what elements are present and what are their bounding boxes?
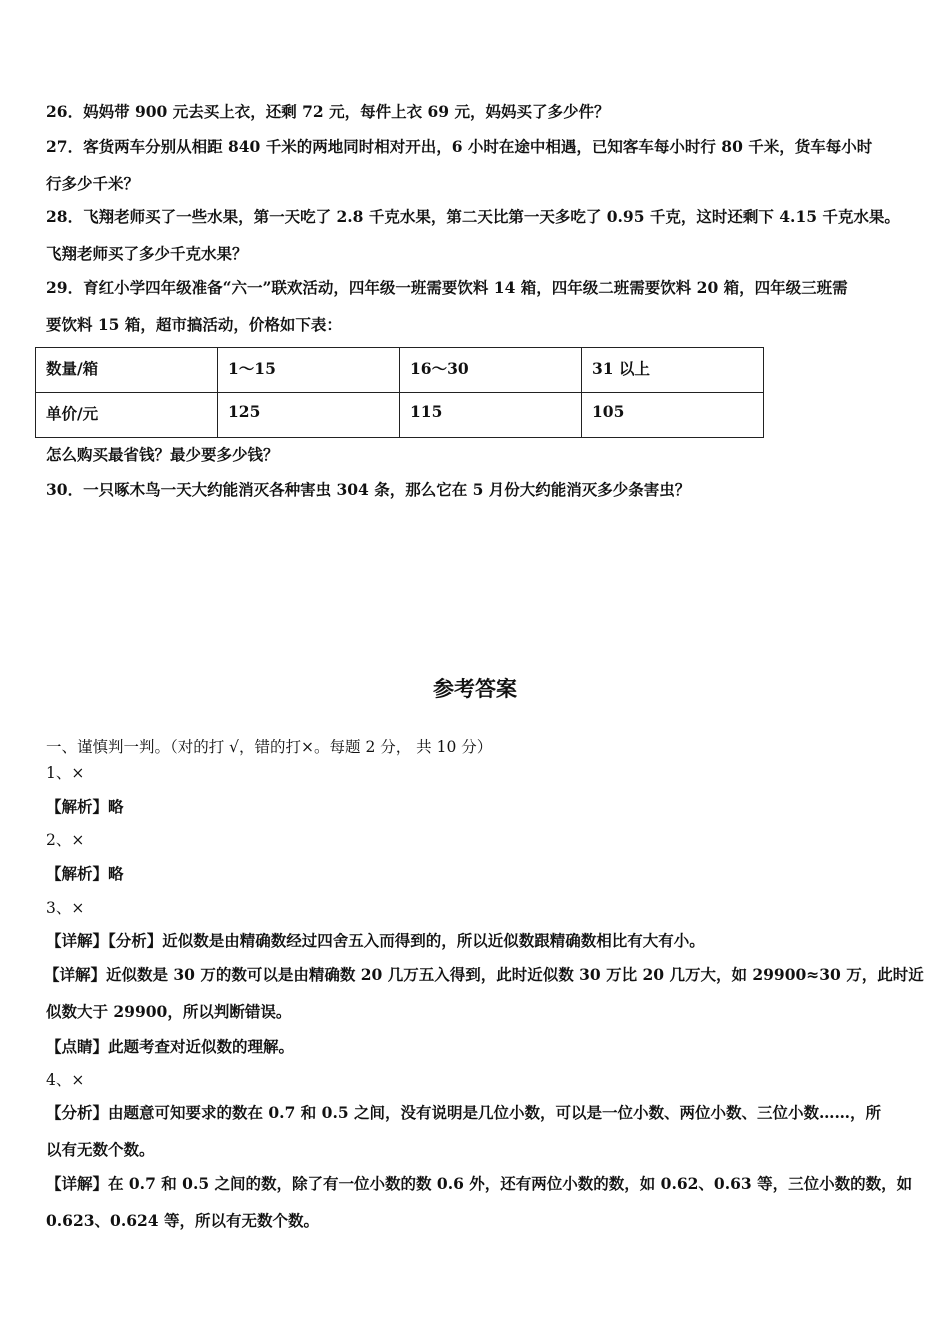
answer-3-detail-line-2: 似数大于 29900，所以判断错误。 bbox=[46, 1002, 292, 1021]
question-29-line-2: 要饮料 15 箱，超市搞活动，价格如下表： bbox=[46, 315, 342, 334]
question-28-line-2: 飞翔老师买了多少千克水果？ bbox=[46, 244, 248, 263]
table-cell: 125 bbox=[218, 393, 400, 438]
question-29-line-3: 怎么购买最省钱？最少要多少钱？ bbox=[46, 445, 279, 464]
section-1-heading: 一、谨慎判一判。（对的打 √，错的打×。每题 2 分， 共 10 分） bbox=[46, 738, 493, 756]
answer-1: 1、× bbox=[46, 764, 85, 782]
table-cell: 单价/元 bbox=[36, 393, 218, 438]
table-cell: 31 以上 bbox=[582, 348, 764, 393]
answers-title: 参考答案 bbox=[433, 676, 517, 701]
table-cell: 16～30 bbox=[400, 348, 582, 393]
price-table bbox=[35, 347, 764, 438]
table-cell: 数量/箱 bbox=[36, 348, 218, 393]
table-cell: 115 bbox=[400, 393, 582, 438]
answer-4-analysis-line-2: 以有无数个数。 bbox=[46, 1140, 155, 1159]
answer-3: 3、× bbox=[46, 899, 85, 917]
table-cell: 105 bbox=[582, 393, 764, 438]
answer-2: 2、× bbox=[46, 831, 85, 849]
question-28-line-1: 28．飞翔老师买了一些水果，第一天吃了 2.8 千克水果，第二天比第一天多吃了 0.95 千克，这时还剩下 4.15 千克水果。 bbox=[46, 207, 900, 226]
answer-3-point: 【点睛】此题考查对近似数的理解。 bbox=[46, 1037, 295, 1056]
answer-2-note: 【解析】略 bbox=[46, 864, 124, 883]
answer-4-detail-line-2: 0.623、0.624 等，所以有无数个数。 bbox=[46, 1211, 319, 1230]
question-27-line-2: 行多少千米？ bbox=[46, 174, 140, 193]
answer-4-detail-line-1: 【详解】在 0.7 和 0.5 之间的数，除了有一位小数的数 0.6 外，还有两位小数的数，如 0.62、0.63 等，三位小数的数，如 bbox=[46, 1174, 913, 1193]
answer-3-detail-line-1: 【详解】近似数是 30 万的数可以是由精确数 20 几万五入得到，此时近似数 30 万比 20 几万大，如 29900≈30 万，此时近 bbox=[44, 965, 924, 984]
table-row bbox=[36, 348, 764, 393]
question-27-line-1: 27．客货两车分别从相距 840 千米的两地同时相对开出，6 小时在途中相遇，已知客车每小时行 80 千米，货车每小时 bbox=[46, 137, 873, 156]
question-30: 30．一只啄木鸟一天大约能消灭各种害虫 304 条，那么它在 5 月份大约能消灭多少条害虫？ bbox=[46, 480, 691, 499]
table-cell: 1～15 bbox=[218, 348, 400, 393]
answer-4: 4、× bbox=[46, 1071, 85, 1089]
answer-3-analysis: 【详解】【分析】近似数是由精确数经过四舍五入而得到的，所以近似数跟精确数相比有大有小。 bbox=[46, 931, 705, 950]
answer-4-analysis-line-1: 【分析】由题意可知要求的数在 0.7 和 0.5 之间，没有说明是几位小数，可以是一位小数、两位小数、三位小数……，所 bbox=[46, 1103, 882, 1122]
question-26: 26．妈妈带 900 元去买上衣，还剩 72 元，每件上衣 69 元，妈妈买了多少件？ bbox=[46, 102, 610, 121]
question-29-line-1: 29．育红小学四年级准备“六一”联欢活动，四年级一班需要饮料 14 箱，四年级二班需要饮料 20 箱，四年级三班需 bbox=[46, 278, 848, 297]
table-row bbox=[36, 393, 764, 438]
answer-1-note: 【解析】略 bbox=[46, 797, 124, 816]
